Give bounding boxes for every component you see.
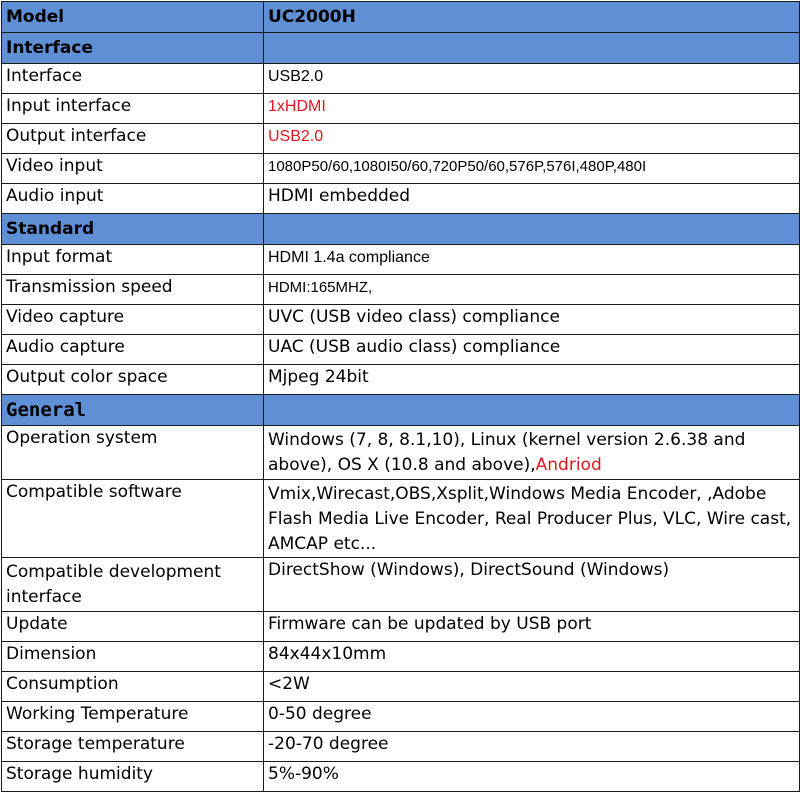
row-label: Interface bbox=[2, 64, 264, 94]
row-label: Model bbox=[2, 2, 264, 33]
row-label: Input format bbox=[2, 245, 264, 275]
row-label: Consumption bbox=[2, 672, 264, 702]
row-label: Output color space bbox=[2, 365, 264, 395]
table-row bbox=[2, 64, 800, 94]
table-row bbox=[2, 124, 800, 154]
table-row bbox=[2, 184, 800, 214]
table-row bbox=[2, 305, 800, 335]
row-value: 0-50 degree bbox=[264, 702, 800, 732]
table-row bbox=[2, 732, 800, 762]
table-row bbox=[2, 365, 800, 395]
table-row bbox=[2, 558, 800, 612]
row-label: Update bbox=[2, 612, 264, 642]
row-label: Audio capture bbox=[2, 335, 264, 365]
section-row-interface bbox=[2, 33, 800, 64]
row-value: USB2.0 bbox=[264, 124, 800, 154]
section-value bbox=[264, 395, 800, 426]
section-label: Standard bbox=[2, 214, 264, 245]
row-label: Operation system bbox=[2, 426, 264, 480]
row-label: Working Temperature bbox=[2, 702, 264, 732]
table-row bbox=[2, 94, 800, 124]
row-value: 5%-90% bbox=[264, 762, 800, 792]
section-value bbox=[264, 33, 800, 64]
row-label: Output interface bbox=[2, 124, 264, 154]
row-value-text: Windows (7, 8, 8.1,10), Linux (kernel version 2.6.38 and above), OS X (10.8 and above), bbox=[268, 430, 746, 475]
row-value: HDMI embedded bbox=[264, 184, 800, 214]
table-row bbox=[2, 672, 800, 702]
row-value: Mjpeg 24bit bbox=[264, 365, 800, 395]
row-label: Audio input bbox=[2, 184, 264, 214]
row-label: Compatible software bbox=[2, 480, 264, 558]
table-row bbox=[2, 642, 800, 672]
section-row-standard bbox=[2, 214, 800, 245]
row-label: Transmission speed bbox=[2, 275, 264, 305]
row-value: Firmware can be updated by USB port bbox=[264, 612, 800, 642]
row-value bbox=[264, 426, 800, 480]
table-row bbox=[2, 702, 800, 732]
table-row bbox=[2, 480, 800, 558]
row-label: Input interface bbox=[2, 94, 264, 124]
row-label: Dimension bbox=[2, 642, 264, 672]
table-row bbox=[2, 426, 800, 480]
row-value: UAC (USB audio class) compliance bbox=[264, 335, 800, 365]
row-value: DirectShow (Windows), DirectSound (Windows) bbox=[264, 558, 800, 612]
row-value: Vmix,Wirecast,OBS,Xsplit,Windows Media Encoder, ,Adobe Flash Media Live Encoder, Real Producer Plus, VLC, Wire cast, AMCAP etc... bbox=[264, 480, 800, 558]
row-value: 1xHDMI bbox=[264, 94, 800, 124]
row-label: Video input bbox=[2, 154, 264, 184]
row-value: UVC (USB video class) compliance bbox=[264, 305, 800, 335]
row-value: USB2.0 bbox=[264, 64, 800, 94]
table-row bbox=[2, 335, 800, 365]
row-value: UC2000H bbox=[264, 2, 800, 33]
table-row bbox=[2, 154, 800, 184]
row-value: HDMI 1.4a compliance bbox=[264, 245, 800, 275]
row-value: HDMI:165MHZ, bbox=[264, 275, 800, 305]
row-value: -20-70 degree bbox=[264, 732, 800, 762]
row-label: Storage temperature bbox=[2, 732, 264, 762]
table-row bbox=[2, 762, 800, 792]
row-value: 1080P50/60,1080I50/60,720P50/60,576P,576I,480P,480I bbox=[264, 154, 800, 184]
section-label: Interface bbox=[2, 33, 264, 64]
table-row bbox=[2, 275, 800, 305]
row-label: Video capture bbox=[2, 305, 264, 335]
row-value: <2W bbox=[264, 672, 800, 702]
row-label: Storage humidity bbox=[2, 762, 264, 792]
section-row-general bbox=[2, 395, 800, 426]
table-row bbox=[2, 245, 800, 275]
row-value-highlight: Andriod bbox=[535, 455, 602, 475]
spec-table bbox=[1, 1, 800, 792]
table-row bbox=[2, 612, 800, 642]
model-header-row bbox=[2, 2, 800, 33]
row-label: Compatible development interface bbox=[2, 558, 264, 612]
section-value bbox=[264, 214, 800, 245]
row-value: 84x44x10mm bbox=[264, 642, 800, 672]
section-label: General bbox=[2, 395, 264, 426]
